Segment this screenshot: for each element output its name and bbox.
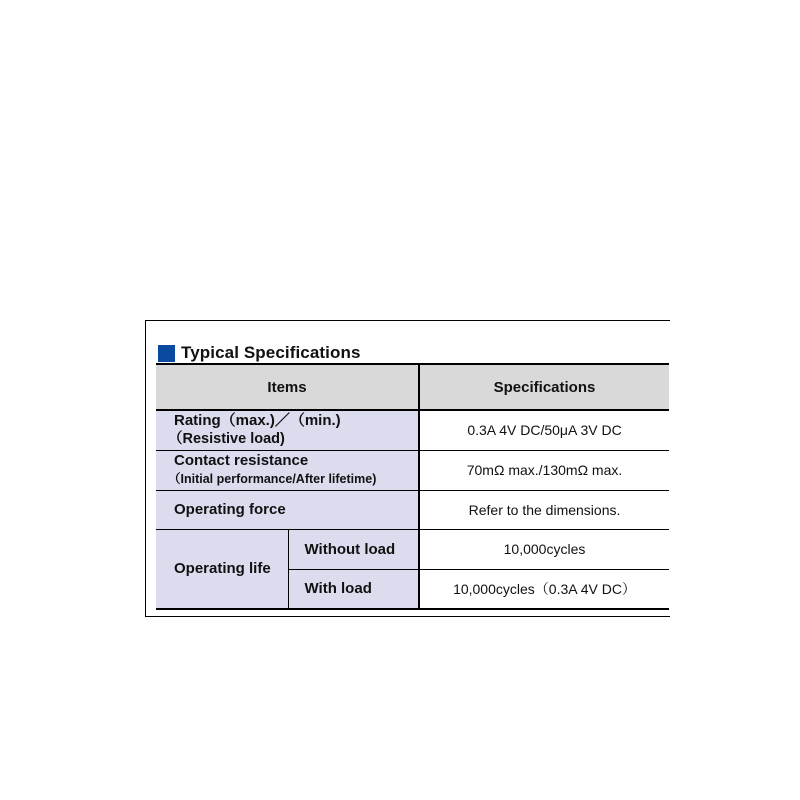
rating-value: 0.3A 4V DC/50μA 3V DC <box>419 410 669 450</box>
contact-resistance-value: 70mΩ max./130mΩ max. <box>419 450 669 490</box>
rating-label <box>156 410 419 450</box>
operating-force-label <box>156 490 419 529</box>
contact-resistance-label <box>156 450 419 490</box>
operating-force-value: Refer to the dimensions. <box>419 490 669 529</box>
header-items: Items <box>156 364 419 410</box>
without-load-label: Without load <box>288 529 419 569</box>
section-heading <box>158 343 361 363</box>
table-row-contact-resistance <box>156 450 669 490</box>
rating-label-line1: Rating（max.)／（min.) <box>174 412 341 430</box>
contact-resistance-label-line2: （Initial performance/After lifetime) <box>168 472 377 486</box>
table-row-without-load <box>156 529 669 569</box>
table-row-operating-force <box>156 490 669 529</box>
rating-label-line2: （Resistive load) <box>168 431 285 448</box>
with-load-label: With load <box>288 569 419 609</box>
spec-table <box>156 363 669 610</box>
header-specifications: Specifications <box>419 364 669 410</box>
operating-life-label: Operating life <box>156 529 288 609</box>
table-header-row <box>156 364 669 410</box>
blue-square-icon <box>158 345 175 362</box>
operating-force-label-text: Operating force <box>174 500 286 518</box>
contact-resistance-label-line1: Contact resistance <box>174 452 309 469</box>
section-title: Typical Specifications <box>181 343 361 362</box>
with-load-value: 10,000cycles（0.3A 4V DC） <box>419 569 669 609</box>
table-row-rating <box>156 410 669 450</box>
without-load-value: 10,000cycles <box>419 529 669 569</box>
spec-document-frame <box>145 320 670 617</box>
